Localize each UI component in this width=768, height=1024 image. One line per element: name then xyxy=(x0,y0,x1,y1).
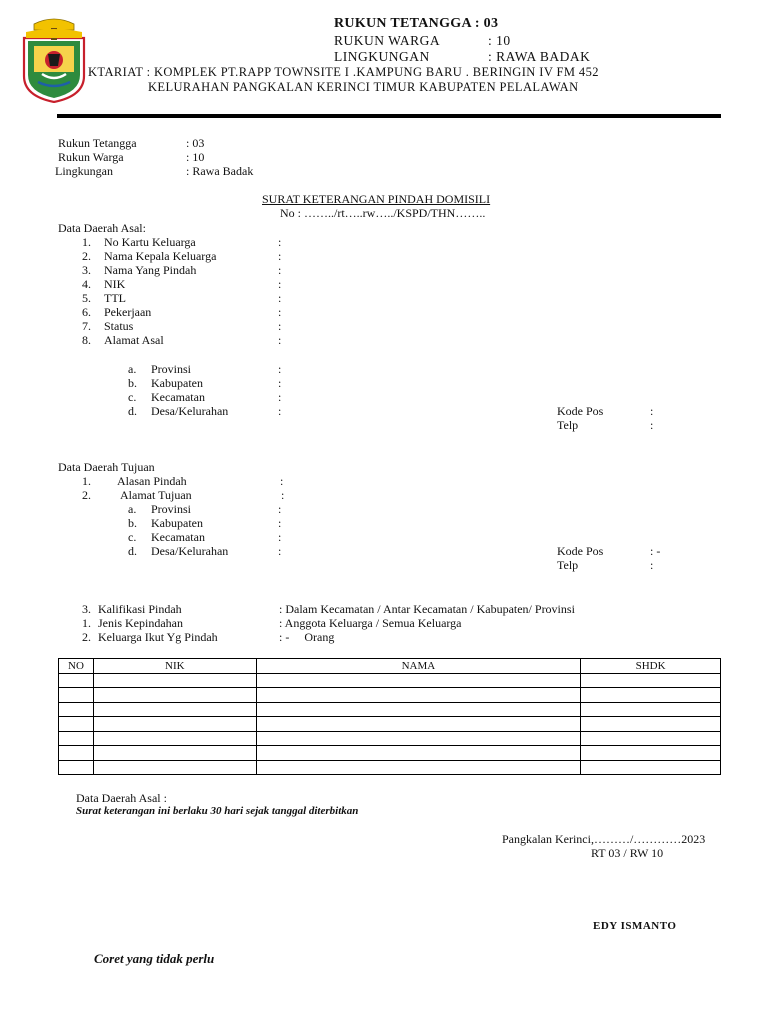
table-cell xyxy=(93,673,256,688)
dest-item-colon: : xyxy=(281,488,285,502)
header-divider xyxy=(57,114,721,118)
table-cell xyxy=(59,760,94,775)
origin-item-colon: : xyxy=(278,277,282,291)
origin-item-colon: : xyxy=(278,249,282,263)
table-cell xyxy=(256,746,580,761)
identity-rt-label: Rukun Tetangga xyxy=(58,136,137,150)
identity-lingkungan-label: Lingkungan xyxy=(55,164,113,178)
dest-sub-colon: : xyxy=(278,530,282,544)
origin-sub-letter: b. xyxy=(128,376,137,390)
footer-place-date: Pangkalan Kerinci,………/…………2023 xyxy=(502,832,706,846)
table-cell xyxy=(581,760,721,775)
origin-sub-letter: d. xyxy=(128,404,137,418)
dest-sub-colon: : xyxy=(278,516,282,530)
table-cell xyxy=(581,746,721,761)
origin-sub-colon: : xyxy=(278,404,282,418)
header-lingkungan-label: LINGKUNGAN xyxy=(334,49,430,64)
dest-sub-letter: b. xyxy=(128,516,137,530)
dest-kodepos-label: Kode Pos xyxy=(557,544,604,558)
table-cell xyxy=(59,746,94,761)
origin-sub-label: Kecamatan xyxy=(151,390,205,404)
table-cell xyxy=(93,731,256,746)
origin-item-num: 2. xyxy=(82,249,91,263)
origin-item-label: Pekerjaan xyxy=(104,305,152,319)
origin-item-label: TTL xyxy=(104,291,126,305)
identity-lingkungan-value: : Rawa Badak xyxy=(186,164,254,178)
table-cell xyxy=(93,746,256,761)
table-row xyxy=(59,688,721,703)
origin-sub-label: Desa/Kelurahan xyxy=(151,404,229,418)
origin-item-num: 4. xyxy=(82,277,91,291)
origin-item-num: 5. xyxy=(82,291,91,305)
table-cell xyxy=(59,717,94,732)
origin-item-label: Status xyxy=(104,319,134,333)
dest-telp-value: : xyxy=(650,558,654,572)
header-sekretariat: KTARIAT : KOMPLEK PT.RAPP TOWNSITE I .KAMPUNG BARU . BERINGIN IV FM 452 xyxy=(88,65,599,79)
table-header-row xyxy=(59,659,721,674)
table-cell xyxy=(59,702,94,717)
origin-heading: Data Daerah Asal: xyxy=(58,221,146,235)
extra-item-value: : Anggota Keluarga / Semua Keluarga xyxy=(279,616,462,630)
header-rw-label: RUKUN WARGA xyxy=(334,33,441,48)
dest-sub-colon: : xyxy=(278,544,282,558)
identity-rt-value: : 03 xyxy=(186,136,205,150)
origin-item-label: No Kartu Keluarga xyxy=(104,235,196,249)
origin-item-num: 6. xyxy=(82,305,91,319)
origin-item-label: NIK xyxy=(104,277,126,291)
origin-item-label: Alamat Asal xyxy=(104,333,164,347)
table-cell xyxy=(256,760,580,775)
family-members-table xyxy=(58,658,721,775)
table-cell xyxy=(93,688,256,703)
origin-item-colon: : xyxy=(278,333,282,347)
table-cell xyxy=(581,673,721,688)
extra-item-label: Jenis Kepindahan xyxy=(98,616,183,630)
table-cell xyxy=(93,760,256,775)
dest-sub-label: Kecamatan xyxy=(151,530,205,544)
table-header-no: NO xyxy=(59,659,94,674)
header-title: RUKUN TETANGGA : 03 xyxy=(334,16,499,31)
extra-item-value: : - Orang xyxy=(279,630,335,644)
table-cell xyxy=(256,717,580,732)
header-kelurahan: KELURAHAN PANGKALAN KERINCI TIMUR KABUPATEN PELALAWAN xyxy=(148,80,579,94)
origin-item-label: Nama Kepala Keluarga xyxy=(104,249,217,263)
table-cell xyxy=(59,673,94,688)
origin-sub-label: Kabupaten xyxy=(151,376,203,390)
origin-sub-letter: a. xyxy=(128,362,137,376)
dest-sub-label: Desa/Kelurahan xyxy=(151,544,229,558)
dest-item-label: Alasan Pindah xyxy=(117,474,187,488)
table-row xyxy=(59,731,721,746)
footer-note: Coret yang tidak perlu xyxy=(94,951,215,966)
table-row xyxy=(59,746,721,761)
table-row xyxy=(59,760,721,775)
dest-sub-label: Kabupaten xyxy=(151,516,203,530)
header-rw-value: : 10 xyxy=(488,33,511,48)
dest-item-label: Alamat Tujuan xyxy=(120,488,192,502)
dest-sub-colon: : xyxy=(278,502,282,516)
table-cell xyxy=(581,702,721,717)
table-cell xyxy=(93,702,256,717)
extra-item-num: 3. xyxy=(82,602,91,616)
origin-sub-label: Provinsi xyxy=(151,362,192,376)
origin-item-colon: : xyxy=(278,263,282,277)
dest-kodepos-value: : - xyxy=(650,544,661,558)
origin-item-colon: : xyxy=(278,235,282,249)
dest-item-num: 1. xyxy=(82,474,91,488)
table-cell xyxy=(256,673,580,688)
origin-kodepos-value: : xyxy=(650,404,654,418)
dest-heading: Data Daerah Tujuan xyxy=(58,460,155,474)
table-cell xyxy=(581,688,721,703)
table-cell xyxy=(581,717,721,732)
table-cell xyxy=(256,731,580,746)
table-cell xyxy=(93,717,256,732)
origin-sub-colon: : xyxy=(278,362,282,376)
origin-sub-colon: : xyxy=(278,376,282,390)
identity-rw-value: : 10 xyxy=(186,150,205,164)
origin-item-colon: : xyxy=(278,319,282,333)
regency-emblem-logo xyxy=(20,16,88,103)
header-lingkungan-value: : RAWA BADAK xyxy=(488,49,591,64)
extra-item-num: 2. xyxy=(82,630,91,644)
footer-origin-note: Data Daerah Asal : xyxy=(76,791,167,805)
document-title: SURAT KETERANGAN PINDAH DOMISILI xyxy=(262,192,491,206)
origin-item-num: 3. xyxy=(82,263,91,277)
footer-validity: Surat keterangan ini berlaku 30 hari sejak tanggal diterbitkan xyxy=(76,805,359,817)
extra-item-num: 1. xyxy=(82,616,91,630)
footer-signer-name: EDY ISMANTO xyxy=(593,920,677,932)
origin-item-num: 7. xyxy=(82,319,91,333)
origin-item-label: Nama Yang Pindah xyxy=(104,263,197,277)
dest-sub-label: Provinsi xyxy=(151,502,192,516)
dest-sub-letter: c. xyxy=(128,530,137,544)
origin-sub-letter: c. xyxy=(128,390,137,404)
identity-rw-label: Rukun Warga xyxy=(58,150,124,164)
table-cell xyxy=(59,688,94,703)
footer-signer-unit: RT 03 / RW 10 xyxy=(591,846,664,860)
table-header-nik: NIK xyxy=(93,659,256,674)
extra-item-label: Keluarga Ikut Yg Pindah xyxy=(98,630,218,644)
origin-kodepos-label: Kode Pos xyxy=(557,404,604,418)
document-number: No : ……../rt…..rw…../KSPD/THN…….. xyxy=(280,206,486,220)
origin-item-colon: : xyxy=(278,305,282,319)
extra-item-label: Kalifikasi Pindah xyxy=(98,602,182,616)
extra-item-value: : Dalam Kecamatan / Antar Kecamatan / Kabupaten/ Provinsi xyxy=(279,602,575,616)
origin-item-num: 8. xyxy=(82,333,91,347)
table-row xyxy=(59,673,721,688)
table-cell xyxy=(59,731,94,746)
dest-item-num: 2. xyxy=(82,488,91,502)
table-cell xyxy=(581,731,721,746)
table-cell xyxy=(256,702,580,717)
dest-sub-letter: a. xyxy=(128,502,137,516)
table-row xyxy=(59,717,721,732)
origin-telp-value: : xyxy=(650,418,654,432)
origin-sub-colon: : xyxy=(278,390,282,404)
table-header-nama: NAMA xyxy=(256,659,580,674)
table-row xyxy=(59,702,721,717)
origin-telp-label: Telp xyxy=(557,418,579,432)
origin-item-colon: : xyxy=(278,291,282,305)
table-header-shdk: SHDK xyxy=(581,659,721,674)
dest-item-colon: : xyxy=(280,474,284,488)
table-cell xyxy=(256,688,580,703)
dest-telp-label: Telp xyxy=(557,558,579,572)
dest-sub-letter: d. xyxy=(128,544,137,558)
origin-item-num: 1. xyxy=(82,235,91,249)
